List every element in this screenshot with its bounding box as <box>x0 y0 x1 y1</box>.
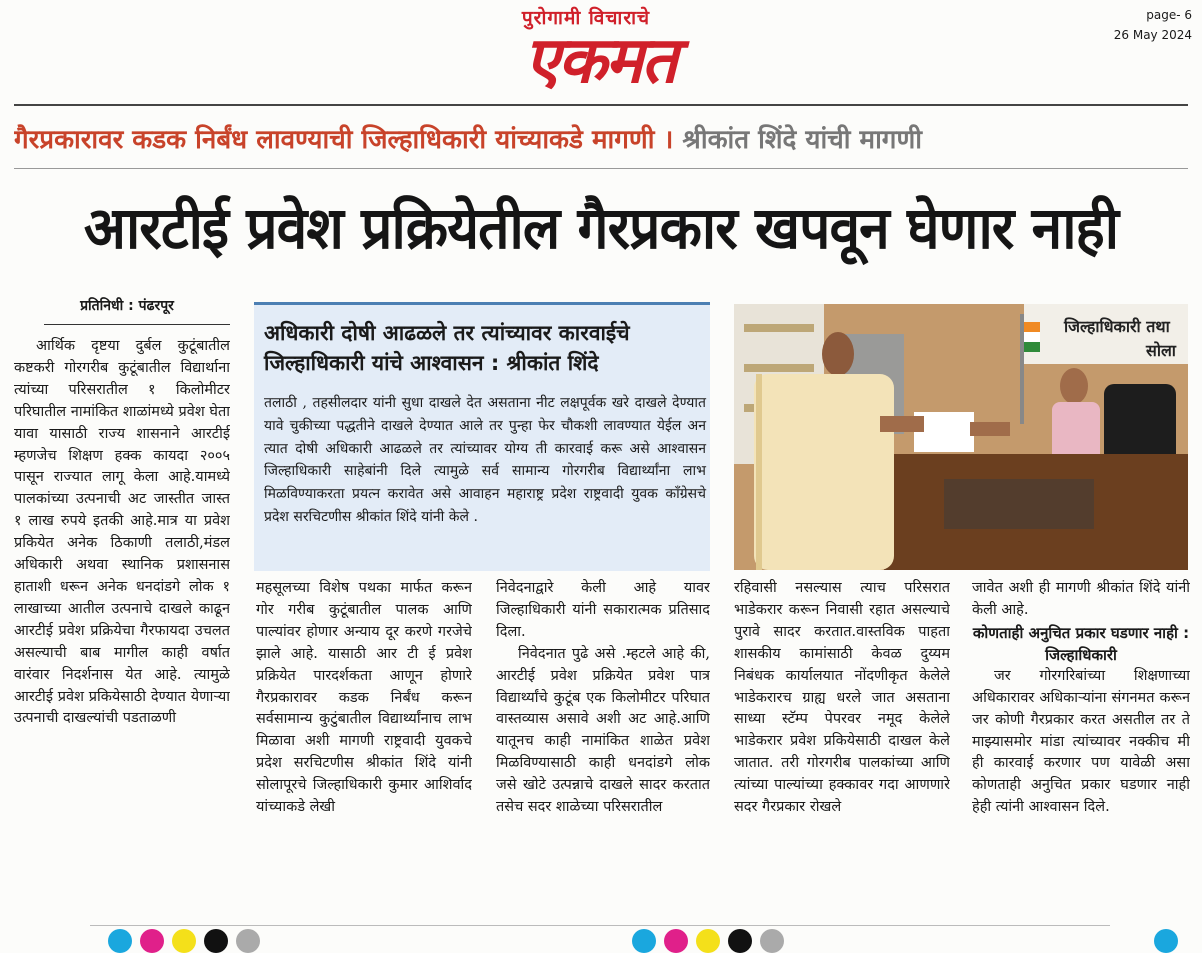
masthead-tagline: पुरोगामी विचाराचे <box>521 7 651 29</box>
column-2-text: महसूलच्या विशेष पथका मार्फत करून गोर गरीब कुटूंबातील पालक आणि पाल्यांवर होणार अन्याय दूर करणे गरजेचे झाले आहे. यासाठी आर टी ई प्रवेश प्रक्रियेत पारदर्शकता आणून होणारे गैरप्रकारावर कडक निर्बंध करून सर्वसामान्य कुटुंबातील विद्यार्थ्यांनाच लाभ मिळावा अशी मागणी राष्ट्रवादी युवकचे प्रदेश सरचिटणीस श्रीकांत शिंदे यांनी सोलापूरचे जिल्हाधिकारी कुमार आशिर्वाद यांच्याकडे लेखी <box>256 580 472 816</box>
grey-registration-mark <box>236 929 260 953</box>
photo-sign-text: जिल्हाधिकारी तथा <box>1064 317 1170 336</box>
magenta-registration-mark <box>664 929 688 953</box>
yellow-registration-mark <box>696 929 720 953</box>
column-5-text-a: जावेत अशी ही मागणी श्रीकांत शिंदे यांनी केली आहे. <box>972 580 1190 618</box>
kicker-separator: । <box>663 125 674 155</box>
kicker <box>14 120 1188 160</box>
article-column-5 <box>972 578 1190 922</box>
black-registration-mark <box>728 929 752 953</box>
bottom-rule <box>90 925 1110 926</box>
highlight-box-text: तलाठी , तहसीलदार यांनी सुधा दाखले देत असताना नीट लक्षपूर्वक खरे दाखले देण्यात यावे चुकीच्या पद्धतीने दाखले देण्यात आले तर पुन्हा फेर चौकशी लावण्यात येईल अन त्यात दोषी अधिकारी आढळले तर त्यांच्यावर योग्य ती कारवाई करू असे आश्वासन जिल्हाधिकारी साहेबांनी दिले त्यामुळे सर्व सामान्य गोरगरीब विद्यार्थ्यांना लाभ मिळविण्याकरता प्रयत्न करावेत असे आवाहन महाराष्ट्र प्रदेश राष्ट्रवादी युवक कॉंग्रेसचे प्रदेश सरचिटणीस श्रीकांत शिंदे यांनी केले . <box>264 395 706 525</box>
masthead-logo: एकमत <box>524 24 676 98</box>
kicker-main: गैरप्रकारावर कडक निर्बंध लावण्याची जिल्हाधिकारी यांच्याकडे मागणी <box>14 125 655 155</box>
photo-sign-text-2: सोला <box>1146 341 1176 360</box>
column-1-text: आर्थिक दृष्टया दुर्बल कुटूंबातील कष्टकरी गोरगरीब कुटूंबातील विद्यार्थाना त्यांच्या परिसरातील १ किलोमीटर परिघातील नामांकित शाळांमध्ये प्रवेश घेता यावा यासाठी राज्य शासनाने आरटीई म्हणजेच शिक्षण हक्क कायदा २००५ पासून राज्यात लागू केला आहे.यामध्ये पालकांच्या उत्पनाची अट जास्तीत जास्त १ लाख रुपये इतकी आहे.मात्र या प्रवेश प्रकियेत अनेक ठिकाणी तलाठी,मंडल अधिकारी अथवा स्थानिक प्रशासनास हाताशी धरून अनेक धनदांडगे लोक १ लाखाच्या आतील उत्पनाचे दाखले काढून आरटीई प्रवेश प्रक्रियेचा गैरफायदा उचलत असल्याची बाब मागील काही वर्षात वारंवार निदर्शनास येत आहे. त्यामुळे आरटीई प्रवेश प्रकियेसाठी देण्यात येणाऱ्या उत्पनाची दाखल्यांची पडताळणी <box>14 338 230 727</box>
cyan-registration-mark <box>108 929 132 953</box>
page-number: page- 6 <box>1146 8 1192 22</box>
cyan-registration-mark <box>632 929 656 953</box>
news-photo-illustration <box>734 304 1188 570</box>
byline-rule <box>44 324 230 325</box>
article-column-4 <box>734 578 950 922</box>
article-column-2 <box>256 578 472 922</box>
byline: प्रतिनिधी : पंढरपूर <box>80 298 174 314</box>
cyan-registration-mark <box>1154 929 1178 953</box>
article-column-1 <box>14 336 230 922</box>
column-4-text: रहिवासी नसल्यास त्याच परिसरात भाडेकरार करून निवासी रहात असल्याचे पुरावे सादर करतात.वास्तविक पाहता शासकीय कामांसाठी केवळ दुय्यम निबंधक कार्यालयात नोंदणीकृत केलेले भाडेकरारच ग्राह्य धरले जात असताना साध्या स्टॅम्प पेपरवर नमूद केलेले भाडेकरार प्रवेश प्रकियेसाठी दाखल केले जातात. तरी गोरगरीब पालकांच्या आणि त्यांच्या पाल्यांच्या हक्कावर गदा आणणारे सदर गैरप्रकार रोखले <box>734 580 950 816</box>
kicker-secondary: श्रीकांत शिंदे यांची मागणी <box>682 125 922 155</box>
news-photo <box>734 304 1188 570</box>
column-3-text-b: निवेदनात पुढे असे .म्हटले आहे की, आरटीई प्रवेश प्रक्रियेत प्रवेश पात्र विद्यार्थ्यांचे कुटूंब एक किलोमीटर परिघात वास्तव्यास असावे अशी अट आहे.आणि यातूनच काही नामांकित शाळेत प्रवेश मिळविण्यासाठी काही धनदांडगे लोक जसे खोटे उत्पन्नाचे दाखले सादर करतात तसेच सदर शाळेच्या परिसरातील <box>496 645 710 816</box>
page-date: 26 May 2024 <box>1113 28 1192 42</box>
grey-registration-mark <box>760 929 784 953</box>
column-5-text-b: जर गोरगरिबांच्या शिक्षणाच्या अधिकारावर अधिकाऱ्यांना संगनमत करून जर कोणी गैरप्रकार करत असतील तर ते माझ्यासमोर मांडा त्यांच्यावर नक्कीच मी ही कारवाई करणार पण यावेळी असा कोणताही अनुचित प्रकार घडणार नाही हेही त्यांनी आश्वासन दिले. <box>972 667 1190 816</box>
article-column-3 <box>496 578 710 922</box>
headline: आरटीई प्रवेश प्रक्रियेतील गैरप्रकार खपवून घेणार नाही <box>83 194 1119 262</box>
column-5-subheading: कोणताही अनुचित प्रकार घडणार नाही : जिल्हाधिकारी <box>972 623 1190 664</box>
column-3-text-a: निवेदनाद्वारे केली आहे यावर जिल्हाधिकारी यांनी सकारात्मक प्रतिसाद दिला. <box>496 580 710 640</box>
black-registration-mark <box>204 929 228 953</box>
magenta-registration-mark <box>140 929 164 953</box>
top-rule <box>14 104 1188 106</box>
highlight-box-title: अधिकारी दोषी आढळले तर त्यांच्यावर कारवाईचे जिल्हाधिकारी यांचे आश्वासन : श्रीकांत शिंदे <box>264 321 630 375</box>
kicker-rule <box>14 168 1188 169</box>
yellow-registration-mark <box>172 929 196 953</box>
